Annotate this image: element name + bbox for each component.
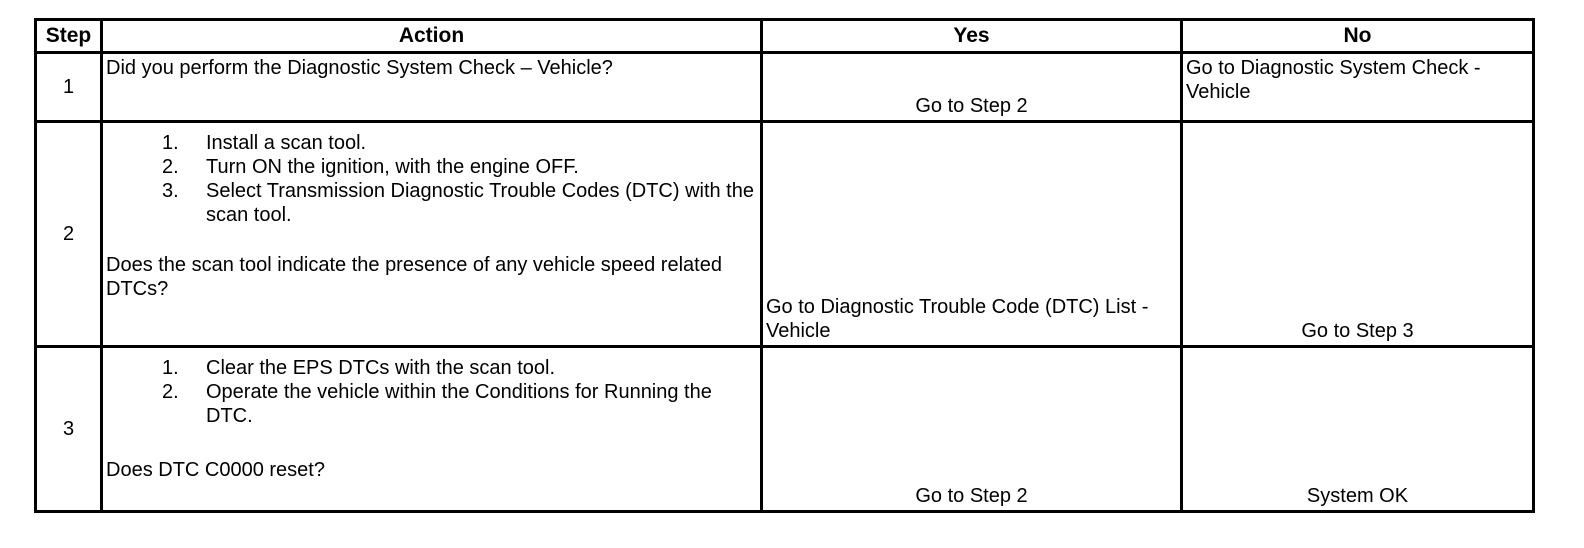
step-number: 3 [36, 347, 102, 512]
action-step-text: Select Transmission Diagnostic Trouble Codes (DTC) with the scan tool. [206, 180, 754, 226]
header-step: Step [36, 20, 102, 53]
action-cell [102, 347, 762, 512]
action-step-number: 1. [162, 132, 179, 154]
header-action: Action [102, 20, 762, 53]
action-step [106, 131, 757, 155]
action-steps-list [106, 356, 757, 428]
diagnostic-table [34, 18, 1535, 513]
action-step-text: Turn ON the ignition, with the engine OFF. [206, 156, 579, 178]
action-step [106, 179, 757, 227]
action-step-text: Install a scan tool. [206, 132, 367, 154]
no-cell: Go to Diagnostic System Check - Vehicle [1182, 53, 1534, 122]
action-step-text: Clear the EPS DTCs with the scan tool. [206, 357, 556, 379]
step-number: 1 [36, 53, 102, 122]
yes-cell: Go to Step 2 [762, 53, 1182, 122]
no-cell: Go to Step 3 [1182, 122, 1534, 347]
yes-cell: Go to Diagnostic Trouble Code (DTC) List - Vehicle [762, 122, 1182, 347]
action-question: Does DTC C0000 reset? [106, 459, 325, 481]
table-row [36, 53, 1534, 122]
yes-cell: Go to Step 2 [762, 347, 1182, 512]
table-row [36, 122, 1534, 347]
action-step-number: 2. [162, 381, 179, 403]
step-number: 2 [36, 122, 102, 347]
action-step-number: 1. [162, 357, 179, 379]
action-question: Does the scan tool indicate the presence of any vehicle speed related DTCs? [106, 254, 722, 300]
no-cell: System OK [1182, 347, 1534, 512]
action-step [106, 380, 757, 428]
action-cell [102, 122, 762, 347]
header-yes: Yes [762, 20, 1182, 53]
action-step [106, 356, 757, 380]
action-cell [102, 53, 762, 122]
action-step-text: Operate the vehicle within the Conditions for Running the DTC. [206, 381, 712, 427]
action-step-number: 2. [162, 156, 179, 178]
header-row [36, 20, 1534, 53]
action-steps-list [106, 131, 757, 227]
header-no: No [1182, 20, 1534, 53]
table-row [36, 347, 1534, 512]
action-step-number: 3. [162, 180, 179, 202]
action-step [106, 155, 757, 179]
action-question: Did you perform the Diagnostic System Check – Vehicle? [106, 57, 613, 79]
